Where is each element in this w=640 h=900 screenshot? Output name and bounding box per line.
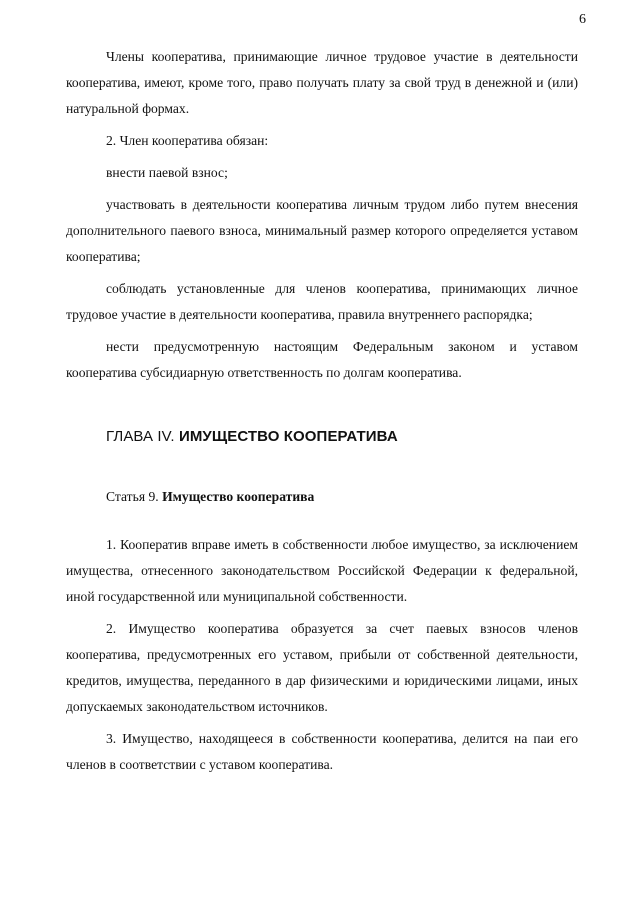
article-title: Имущество кооператива: [162, 489, 315, 504]
paragraph-internal-rules: соблюдать установленные для членов кооператива, принимающих личное трудовое участие в деятельности кооператива, правила внутреннего распорядка;: [66, 281, 578, 322]
article-prefix: Статья 9.: [106, 489, 159, 504]
chapter-title: ИМУЩЕСТВО КООПЕРАТИВА: [178, 428, 398, 445]
article-heading: [66, 484, 578, 510]
document-body: [66, 44, 578, 778]
chapter-heading: [66, 424, 578, 450]
paragraph-member-payment: Члены кооператива, принимающие личное трудовое участие в деятельности кооператива, имеют, кроме того, право получать плату за свой труд в денежной и (или) натуральной формах.: [66, 49, 578, 116]
chapter-prefix: ГЛАВА IV.: [106, 428, 175, 445]
paragraph-participate: участвовать в деятельности кооператива личным трудом либо путем внесения дополнительного паевого взноса, минимальный размер которого определяется уставом кооператива;: [66, 197, 578, 264]
paragraph-subsidiary-liability: нести предусмотренную настоящим Федеральным законом и уставом кооператива субсидиарную ответственность по долгам кооператива.: [66, 339, 578, 380]
paragraph-article-item-1: 1. Кооператив вправе иметь в собственности любое имущество, за исключением имущества, отнесенного законодательством Российской Федерации к федеральной, иной государственной или муниципальной собственности.: [66, 537, 578, 604]
paragraph-article-item-3: 3. Имущество, находящееся в собственности кооператива, делится на паи его членов в соответствии с уставом кооператива.: [66, 731, 578, 772]
page-number: 6: [579, 12, 586, 27]
paragraph-member-obligations: 2. Член кооператива обязан:: [106, 133, 269, 148]
paragraph-pay-share: внести паевой взнос;: [106, 165, 228, 180]
paragraph-article-item-2: 2. Имущество кооператива образуется за счет паевых взносов членов кооператива, предусмотренных его уставом, прибыли от собственной деятельности, кредитов, имущества, переданного в дар физическими и юридическими лицами, иных допускаемых законодательством источников.: [66, 621, 578, 714]
